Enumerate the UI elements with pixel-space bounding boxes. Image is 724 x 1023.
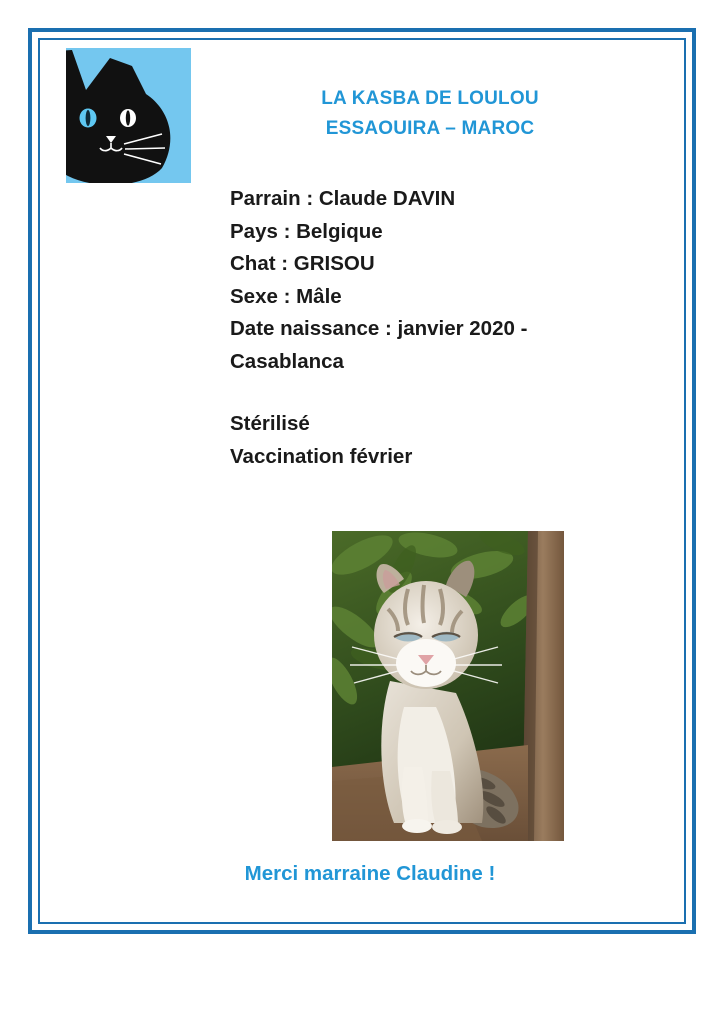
info-spacer [230, 378, 650, 408]
page-title [210, 84, 650, 144]
info-cat-name: Chat : GRISOU [230, 252, 375, 275]
info-birthdate: Date naissance : janvier 2020 - [230, 317, 528, 340]
title-line-1: LA KASBA DE LOULOU [321, 88, 539, 109]
cat-photo-grisou [332, 531, 564, 841]
info-sterilized: Stérilisé [230, 412, 310, 435]
info-country: Pays : Belgique [230, 219, 383, 243]
black-cat-head-logo [66, 48, 191, 183]
info-vaccination: Vaccination février [230, 444, 413, 468]
thanks-message: Merci marraine Claudine ! [244, 862, 496, 885]
title-line-2: ESSAOUIRA – MAROC [325, 118, 535, 139]
info-sex: Sexe : Mâle [230, 284, 342, 308]
info-birthplace: Casablanca [230, 349, 344, 373]
sponsorship-details [230, 183, 650, 473]
info-sponsor: Parrain : Claude DAVIN [230, 187, 456, 210]
